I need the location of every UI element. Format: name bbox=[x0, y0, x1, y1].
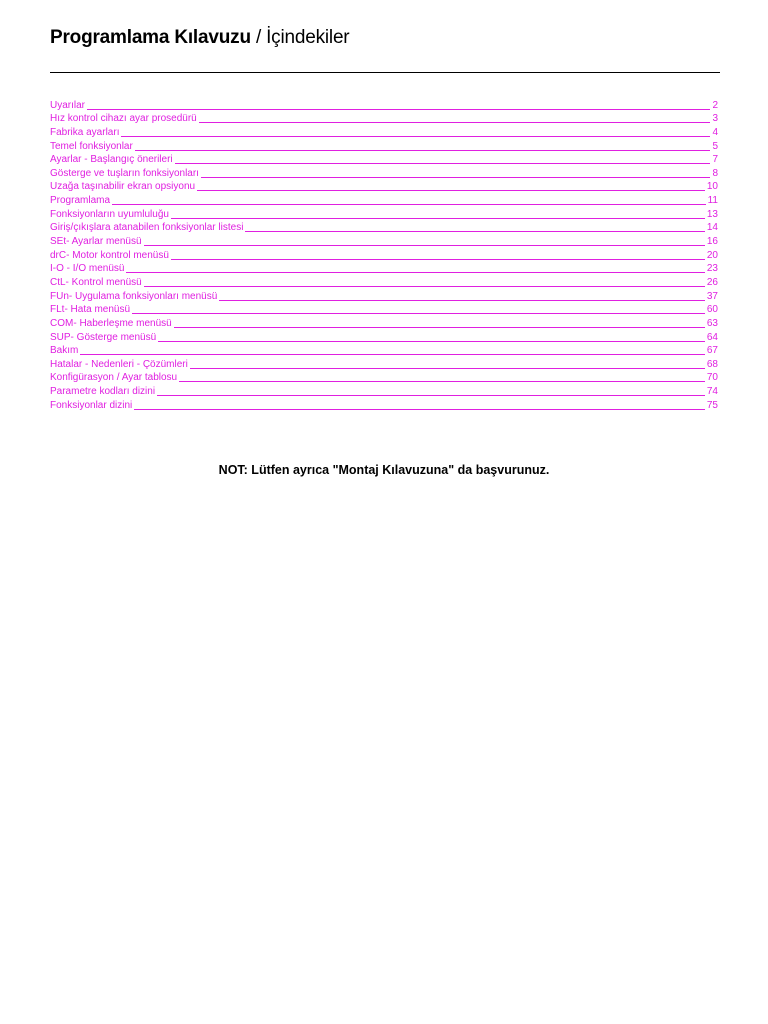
toc-leader-line bbox=[171, 218, 705, 219]
toc-entry-label[interactable]: Gösterge ve tuşların fonksiyonları bbox=[50, 167, 199, 179]
toc-entry[interactable] bbox=[50, 165, 718, 179]
toc-entry-label[interactable]: Uzağa taşınabilir ekran opsiyonu bbox=[50, 181, 196, 193]
page-title bbox=[50, 26, 349, 50]
toc-entry-page-number[interactable]: 16 bbox=[706, 236, 718, 248]
toc-entry-page-number[interactable]: 74 bbox=[706, 386, 718, 398]
toc-leader-line bbox=[144, 245, 705, 246]
toc-leader-line bbox=[199, 122, 711, 123]
toc-entry-page-number[interactable]: 5 bbox=[712, 140, 718, 152]
toc-entry[interactable] bbox=[50, 370, 718, 384]
toc-entry-label[interactable]: Temel fonksiyonlar bbox=[50, 140, 133, 152]
toc-entry[interactable] bbox=[50, 192, 718, 206]
toc-leader-line bbox=[112, 204, 706, 205]
toc-entry[interactable] bbox=[50, 329, 718, 343]
toc-entry-page-number[interactable]: 20 bbox=[706, 249, 718, 261]
toc-entry-page-number[interactable]: 70 bbox=[706, 372, 718, 384]
toc-entry-label[interactable]: Ayarlar - Başlangıç önerileri bbox=[50, 154, 173, 166]
toc-leader-line bbox=[158, 341, 705, 342]
toc-entry-label[interactable]: SEt- Ayarlar menüsü bbox=[50, 236, 142, 248]
toc-leader-line bbox=[171, 259, 705, 260]
toc-leader-line bbox=[174, 327, 705, 328]
toc-entry-label[interactable]: Fonksiyonların uyumluluğu bbox=[50, 208, 169, 220]
document-title: Programlama Kılavuzu bbox=[50, 27, 251, 48]
toc-entry-page-number[interactable]: 64 bbox=[706, 331, 718, 343]
toc-entry-page-number[interactable]: 4 bbox=[712, 126, 718, 138]
toc-leader-line bbox=[245, 231, 704, 232]
toc-entry[interactable] bbox=[50, 274, 718, 288]
toc-entry-label[interactable]: COM- Haberleşme menüsü bbox=[50, 317, 172, 329]
toc-entry-label[interactable]: Fabrika ayarları bbox=[50, 126, 120, 138]
toc-entry[interactable] bbox=[50, 152, 718, 166]
toc-leader-line bbox=[201, 177, 710, 178]
toc-entry-page-number[interactable]: 37 bbox=[706, 290, 718, 302]
toc-leader-line bbox=[144, 286, 705, 287]
toc-entry[interactable] bbox=[50, 288, 718, 302]
toc-leader-line bbox=[121, 136, 710, 137]
toc-entry[interactable] bbox=[50, 233, 718, 247]
toc-entry-page-number[interactable]: 8 bbox=[712, 167, 718, 179]
toc-leader-line bbox=[80, 354, 705, 355]
toc-entry[interactable] bbox=[50, 111, 718, 125]
toc-entry-label[interactable]: Hatalar - Nedenleri - Çözümleri bbox=[50, 358, 188, 370]
note-text: NOT: Lütfen ayrıca "Montaj Kılavuzuna" da başvurunuz. bbox=[218, 463, 550, 477]
toc-entry[interactable] bbox=[50, 315, 718, 329]
toc-entry-page-number[interactable]: 2 bbox=[712, 99, 718, 111]
toc-leader-line bbox=[87, 109, 710, 110]
toc-entry[interactable] bbox=[50, 302, 718, 316]
table-of-contents bbox=[50, 97, 718, 411]
toc-entry-page-number[interactable]: 10 bbox=[706, 181, 718, 193]
toc-entry[interactable] bbox=[50, 397, 718, 411]
toc-entry[interactable] bbox=[50, 97, 718, 111]
toc-entry-label[interactable]: Bakım bbox=[50, 345, 79, 357]
toc-entry-page-number[interactable]: 7 bbox=[712, 154, 718, 166]
toc-entry[interactable] bbox=[50, 383, 718, 397]
toc-leader-line bbox=[190, 368, 705, 369]
toc-entry-page-number[interactable]: 26 bbox=[706, 276, 718, 288]
section-title: / İçindekiler bbox=[250, 27, 350, 48]
toc-entry-page-number[interactable]: 23 bbox=[706, 263, 718, 275]
toc-leader-line bbox=[134, 409, 705, 410]
toc-entry-label[interactable]: Fonksiyonlar dizini bbox=[50, 399, 133, 411]
toc-entry[interactable] bbox=[50, 124, 718, 138]
toc-entry[interactable] bbox=[50, 247, 718, 261]
toc-entry-page-number[interactable]: 68 bbox=[706, 358, 718, 370]
toc-entry-label[interactable]: Parametre kodları dizini bbox=[50, 386, 156, 398]
toc-entry-label[interactable]: Konfigürasyon / Ayar tablosu bbox=[50, 372, 178, 384]
toc-leader-line bbox=[157, 395, 705, 396]
toc-entry-page-number[interactable]: 13 bbox=[706, 208, 718, 220]
toc-entry-label[interactable]: Programlama bbox=[50, 195, 111, 207]
toc-entry-page-number[interactable]: 11 bbox=[707, 195, 718, 207]
header-divider bbox=[50, 72, 720, 73]
toc-entry[interactable] bbox=[50, 138, 718, 152]
toc-entry[interactable] bbox=[50, 206, 718, 220]
toc-entry-label[interactable]: Hız kontrol cihazı ayar prosedürü bbox=[50, 113, 197, 125]
toc-entry-page-number[interactable]: 60 bbox=[706, 304, 718, 316]
toc-leader-line bbox=[197, 190, 705, 191]
toc-entry-page-number[interactable]: 67 bbox=[706, 345, 718, 357]
toc-entry-page-number[interactable]: 75 bbox=[706, 399, 718, 411]
toc-entry[interactable] bbox=[50, 356, 718, 370]
toc-entry-label[interactable]: Uyarılar bbox=[50, 99, 86, 111]
toc-entry-page-number[interactable]: 3 bbox=[712, 113, 718, 125]
toc-entry-label[interactable]: SUP- Gösterge menüsü bbox=[50, 331, 157, 343]
toc-entry-label[interactable]: drC- Motor kontrol menüsü bbox=[50, 249, 169, 261]
toc-entry-label[interactable]: I-O - I/O menüsü bbox=[50, 263, 125, 275]
toc-entry[interactable] bbox=[50, 261, 718, 275]
toc-entry-label[interactable]: CtL- Kontrol menüsü bbox=[50, 276, 142, 288]
toc-entry[interactable] bbox=[50, 179, 718, 193]
toc-entry[interactable] bbox=[50, 220, 718, 234]
toc-leader-line bbox=[219, 300, 705, 301]
toc-leader-line bbox=[135, 150, 711, 151]
toc-entry-label[interactable]: Giriş/çıkışlara atanabilen fonksiyonlar listesi bbox=[50, 222, 244, 234]
toc-entry-label[interactable]: FUn- Uygulama fonksiyonları menüsü bbox=[50, 290, 218, 302]
toc-entry-label[interactable]: FLt- Hata menüsü bbox=[50, 304, 131, 316]
toc-entry-page-number[interactable]: 63 bbox=[706, 317, 718, 329]
toc-leader-line bbox=[175, 163, 711, 164]
toc-leader-line bbox=[179, 381, 705, 382]
toc-leader-line bbox=[126, 272, 704, 273]
toc-entry[interactable] bbox=[50, 343, 718, 357]
toc-leader-line bbox=[132, 313, 705, 314]
toc-entry-page-number[interactable]: 14 bbox=[706, 222, 718, 234]
